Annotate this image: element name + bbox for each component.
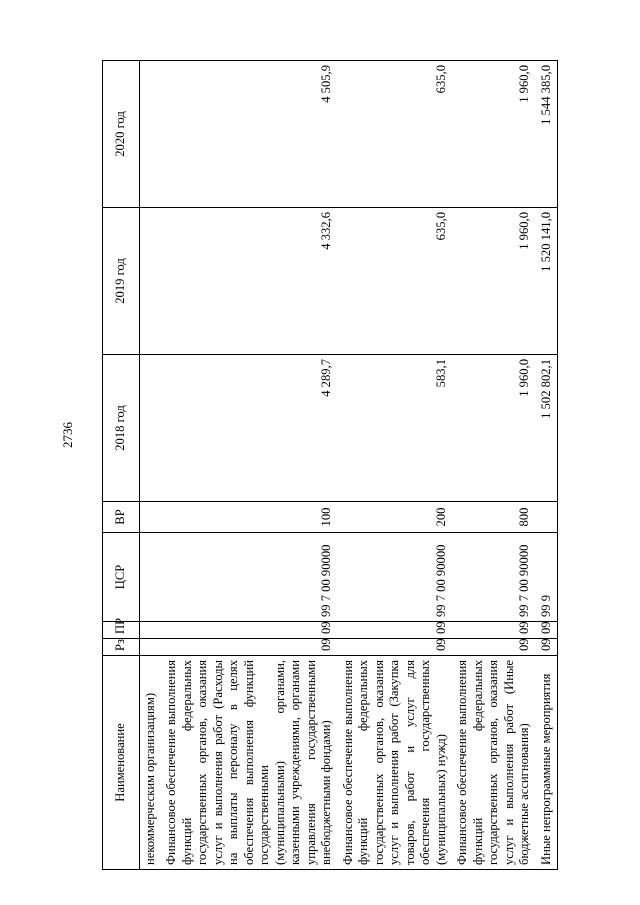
row-vr: 200 (338, 502, 452, 533)
rotated-page (102, 60, 592, 870)
row-2019: 1 520 141,0 (536, 208, 558, 355)
row-2020: 635,0 (338, 61, 452, 208)
header-2020: 2020 год (103, 61, 140, 208)
header-2018: 2018 год (103, 355, 140, 502)
row-2018: 1 502 802,1 (536, 355, 558, 502)
row-2020: 1 544 385,0 (536, 61, 558, 208)
row-pr: 09 (161, 622, 337, 639)
header-pr: ПР (103, 622, 140, 639)
table-row (140, 61, 162, 870)
page-number: 2736 (60, 422, 75, 448)
row-csr: 99 9 (536, 533, 558, 622)
row-rz (140, 639, 162, 656)
row-2019: 635,0 (338, 208, 452, 355)
row-name: Финансовое обеспечение выполнения функций федеральных государственных органов, оказания услуг и выполнения работ (Закупка товаров, работ и услуг для обеспечения государственных (муниципальных) нужд) (338, 656, 452, 870)
table-row (536, 61, 558, 870)
header-name: Наименование (103, 656, 140, 870)
table-row (452, 61, 535, 870)
row-2020: 4 505,9 (161, 61, 337, 208)
row-2019 (140, 208, 162, 355)
row-name: Финансовое обеспечение выполнения функций федеральных государственных органов, оказания услуг и выполнения работ (Расходы на выплаты персоналу в целях обеспечения выполнения функций государственными (муниципальными) органами, казенными учреждениями, органами управления государственными внебюджетными фондами) (161, 656, 337, 870)
budget-table (102, 60, 558, 870)
row-2018 (140, 355, 162, 502)
row-rz: 09 (452, 639, 535, 656)
header-csr: ЦСР (103, 533, 140, 622)
row-2018: 4 289,7 (161, 355, 337, 502)
row-pr (140, 622, 162, 639)
header-vr: ВР (103, 502, 140, 533)
row-vr: 100 (161, 502, 337, 533)
row-csr: 99 7 00 90000 (161, 533, 337, 622)
row-rz: 09 (161, 639, 337, 656)
row-rz: 09 (536, 639, 558, 656)
header-rz: Рз (103, 639, 140, 656)
row-2018: 583,1 (338, 355, 452, 502)
row-2019: 4 332,6 (161, 208, 337, 355)
row-pr: 09 (452, 622, 535, 639)
header-row (103, 61, 140, 870)
row-2019: 1 960,0 (452, 208, 535, 355)
row-vr (140, 502, 162, 533)
row-csr: 99 7 00 90000 (338, 533, 452, 622)
table-row (161, 61, 337, 870)
row-rz: 09 (338, 639, 452, 656)
row-name: Финансовое обеспечение выполнения функций федеральных государственных органов, оказания услуг и выполнения работ (Иные бюджетные ассигнования) (452, 656, 535, 870)
row-csr (140, 533, 162, 622)
row-name: некоммерческим организациям) (140, 656, 162, 870)
header-2019: 2019 год (103, 208, 140, 355)
row-2020 (140, 61, 162, 208)
row-csr: 99 7 00 90000 (452, 533, 535, 622)
table-row (338, 61, 452, 870)
row-pr: 09 (338, 622, 452, 639)
row-vr: 800 (452, 502, 535, 533)
row-vr (536, 502, 558, 533)
row-2020: 1 960,0 (452, 61, 535, 208)
row-name: Иные непрограммные мероприятия (536, 656, 558, 870)
row-2018: 1 960,0 (452, 355, 535, 502)
row-pr: 09 (536, 622, 558, 639)
